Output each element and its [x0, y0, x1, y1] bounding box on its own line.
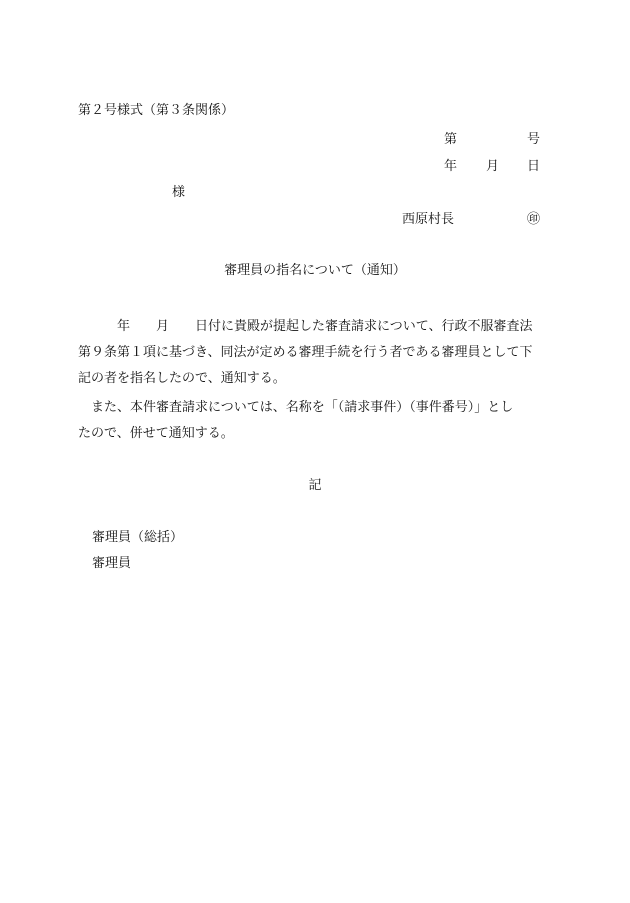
date-day: 日 — [526, 159, 540, 174]
reviewer-item: 審理員（総括） — [92, 530, 184, 545]
body-paragraph-2-line-2: たので、併せて通知する。 — [78, 426, 234, 441]
document-title: 審理員の指名について（通知） — [224, 263, 406, 278]
ki-heading: 記 — [308, 478, 322, 493]
body-paragraph-2-line-1: また、本件審査請求については、名称を「（請求事件）（事件番号）」とし — [78, 400, 514, 415]
body-paragraph-1-line-1: 年 月 日付に貴殿が提起した審査請求について、行政不服審査法 — [78, 319, 533, 334]
body-paragraph-1-line-2: 第９条第１項に基づき、同法が定める審理手続を行う者である審理員として下 — [78, 345, 533, 360]
sender-name: 西原村長 — [402, 212, 455, 227]
number-prefix: 第 — [444, 132, 458, 147]
date-year: 年 — [444, 159, 458, 174]
date-month: 月 — [486, 159, 500, 174]
form-label: 第２号様式（第３条関係） — [78, 103, 235, 118]
seal-mark: ㊞ — [526, 212, 540, 227]
number-suffix: 号 — [526, 132, 540, 147]
body-paragraph-1-line-3: 記の者を指名したので、通知する。 — [78, 371, 286, 386]
addressee: 様 — [172, 185, 186, 200]
reviewer-item: 審理員 — [92, 556, 132, 571]
